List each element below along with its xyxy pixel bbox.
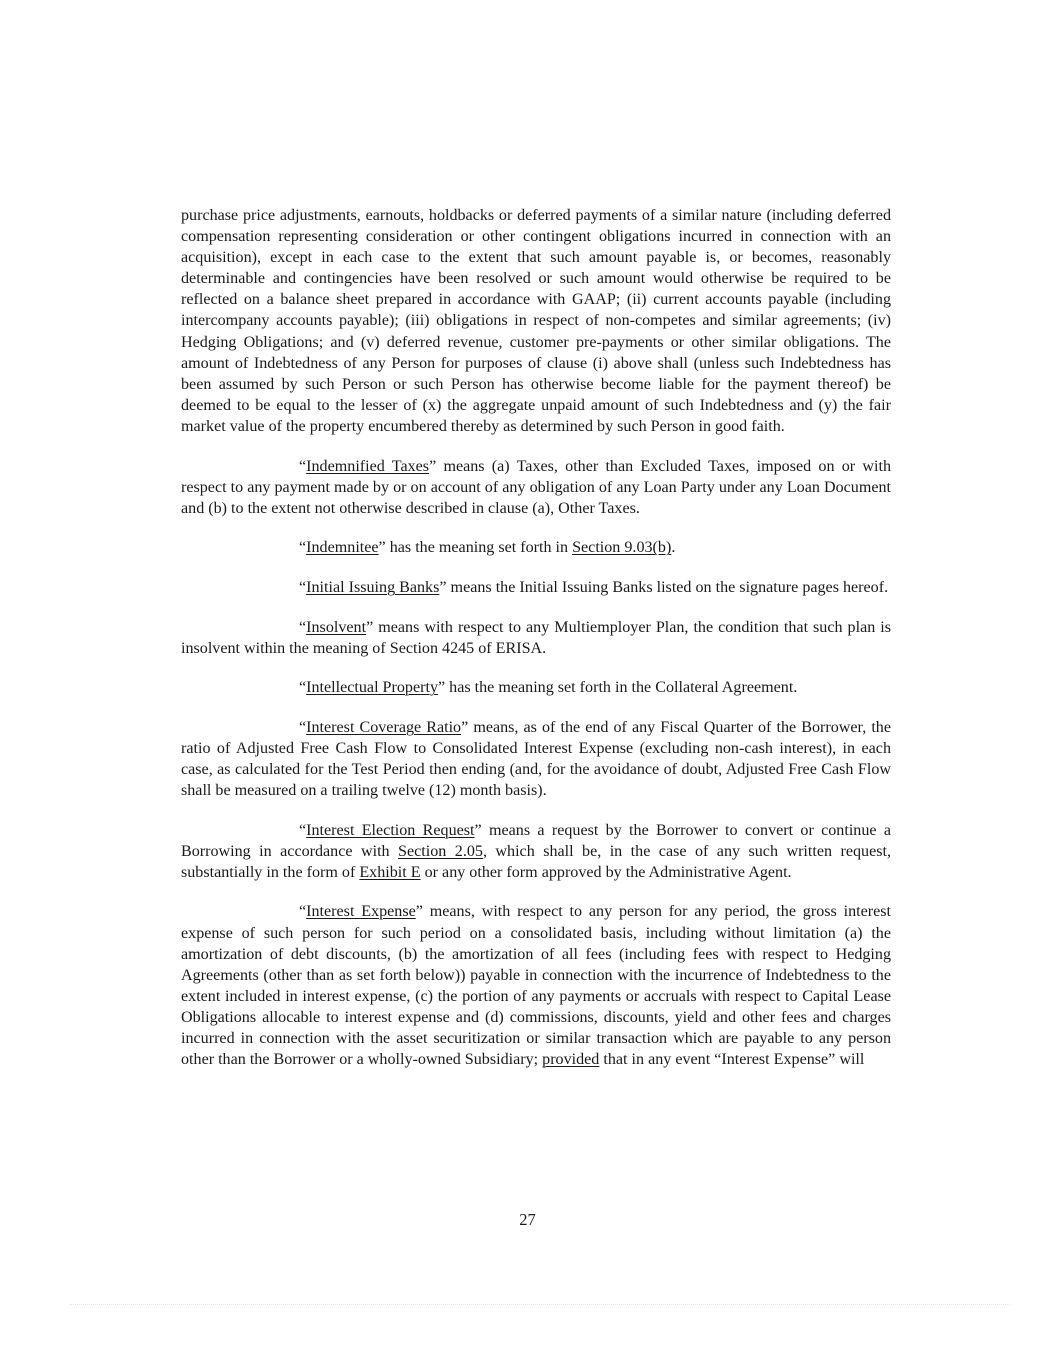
definition-text: means (a) Taxes, other than Excluded Taxes, imposed on or with respect to any payment made by or on account of any obligation of any Loan Party under any Loan Document and (b) to the extent not otherwise described in clause (a), Other Taxes. [181,457,891,517]
definition-text: means, with respect to any person for any period, the gross interest expense of such person for such period on a consolidated basis, including without limitation (a) the amortization of debt discounts, (b) the amortization of all fees (including fees with respect to Hedging Agreements (other than as set forth below)) payable in connection with the incurrence of Indebtedness to the extent included in interest expense, (c) the portion of any payments or accruals with respect to Capital Lease Obligations allocable to interest expense and (d) commissions, discounts, yield and other fees and charges incurred in connection with the asset securitization or similar transaction which are payable to any person other than the Borrower or a wholly-owned Subsidiary; [181,903,891,1069]
page-number: 27 [519,1210,536,1229]
page-bottom-edge [70,1304,1010,1305]
definition-initial-issuing-banks: “Initial Issuing Banks” means the Initial Issuing Banks listed on the signature pages hereof. [299,578,889,596]
definition-insolvent: “Insolvent” means with respect to any Multiemployer Plan, the condition that such plan is insolvent within the meaning of Section 4245 of ERISA. [181,618,891,657]
definition-text: has the meaning set forth in [385,539,573,557]
section-reference: Section 2.05 [398,842,483,860]
definition-text: means a request by the Borrower to convert or continue a Borrowing in accordance with [181,821,891,860]
definition-interest-election-request: “Interest Election Request” means a request by the Borrower to convert or continue a Borrowing in accordance with Section 2.05, which shall be, in the case of any such written request, substantially in the form of Exhibit E or any other form approved by the Administrative Agent. [181,821,891,881]
exhibit-reference: Exhibit E [359,863,421,881]
definition-text: means the Initial Issuing Banks listed on the signature pages hereof. [446,578,889,596]
document-body [181,205,891,1070]
definition-indemnitee: “Indemnitee” has the meaning set forth in Section 9.03(b). [299,539,676,557]
definition-text: means, as of the end of any Fiscal Quarter of the Borrower, the ratio of Adjusted Free Cash Flow to Consolidated Interest Expense (excluding non-cash interest), in each case, as calculated for the Test Period then ending (and, for the avoidance of doubt, Adjusted Free Cash Flow shall be measured on a trailing twelve (12) month basis). [181,718,891,800]
defined-term: Intellectual Property [306,679,438,697]
definition-text: has the meaning set forth in the Collateral Agreement. [445,679,798,697]
defined-term: Insolvent [306,618,367,636]
definition-interest-expense: “Interest Expense” means, with respect to any person for any period, the gross interest expense of such person for such period on a consolidated basis, including without limitation (a) the amortization of debt discounts, (b) the amortization of all fees (including fees with respect to Hedging Agreements (other than as set forth below)) payable in connection with the incurrence of Indebtedness to the extent included in interest expense, (c) the portion of any payments or accruals with respect to Capital Lease Obligations allocable to interest expense and (d) commissions, discounts, yield and other fees and charges incurred in connection with the asset securitization or similar transaction which are payable to any person other than the Borrower or a wholly-owned Subsidiary; provided that in any event “Interest Expense” will [181,903,891,1069]
proviso-term: provided [542,1051,600,1069]
definition-text: means with respect to any Multiemployer Plan, the condition that such plan is insolvent within the meaning of Section 4245 of ERISA. [181,618,891,657]
section-reference: Section 9.03(b) [572,539,672,557]
paragraph-indebtedness-continuation [181,205,891,437]
defined-term: Interest Coverage Ratio [306,718,462,736]
defined-term: Interest Expense [306,903,416,921]
defined-term: Interest Election Request [306,821,475,839]
defined-term: Indemnitee [306,539,379,557]
definition-intellectual-property: “Intellectual Property” has the meaning set forth in the Collateral Agreement. [299,679,798,697]
definition-interest-coverage-ratio: “Interest Coverage Ratio” means, as of the end of any Fiscal Quarter of the Borrower, the ratio of Adjusted Free Cash Flow to Consolidated Interest Expense (excluding non-cash interest), in each case, as calculated for the Test Period then ending (and, for the avoidance of doubt, Adjusted Free Cash Flow shall be measured on a trailing twelve (12) month basis). [181,718,891,800]
defined-term: Indemnified Taxes [306,457,430,475]
definition-indemnified-taxes: “Indemnified Taxes” means (a) Taxes, other than Excluded Taxes, imposed on or with respect to any payment made by or on account of any obligation of any Loan Party under any Loan Document and (b) to the extent not otherwise described in clause (a), Other Taxes. [181,457,891,517]
defined-term: Initial Issuing Banks [306,578,440,596]
paragraph-text: purchase price adjustments, earnouts, holdbacks or deferred payments of a similar nature (including deferred compensation representing consideration or other contingent obligations incurred in connection with an acquisition), except in each case to the extent that such amount payable is, or becomes, reasonably determinable and contingencies have been resolved or such amount would otherwise be required to be reflected on a balance sheet prepared in accordance with GAAP; (ii) current accounts payable (including intercompany accounts payable); (iii) obligations in respect of non-competes and similar agreements; (iv) Hedging Obligations; and (v) deferred revenue, customer pre-payments or other similar obligations. The amount of Indebtedness of any Person for purposes of clause (i) above shall (unless such Indebtedness has been assumed by such Person or such Person has otherwise become liable for the payment thereof) be deemed to be equal to the lesser of (x) the aggregate unpaid amount of such Indebtedness and (y) the fair market value of the property encumbered thereby as determined by such Person in good faith. [181,207,891,435]
